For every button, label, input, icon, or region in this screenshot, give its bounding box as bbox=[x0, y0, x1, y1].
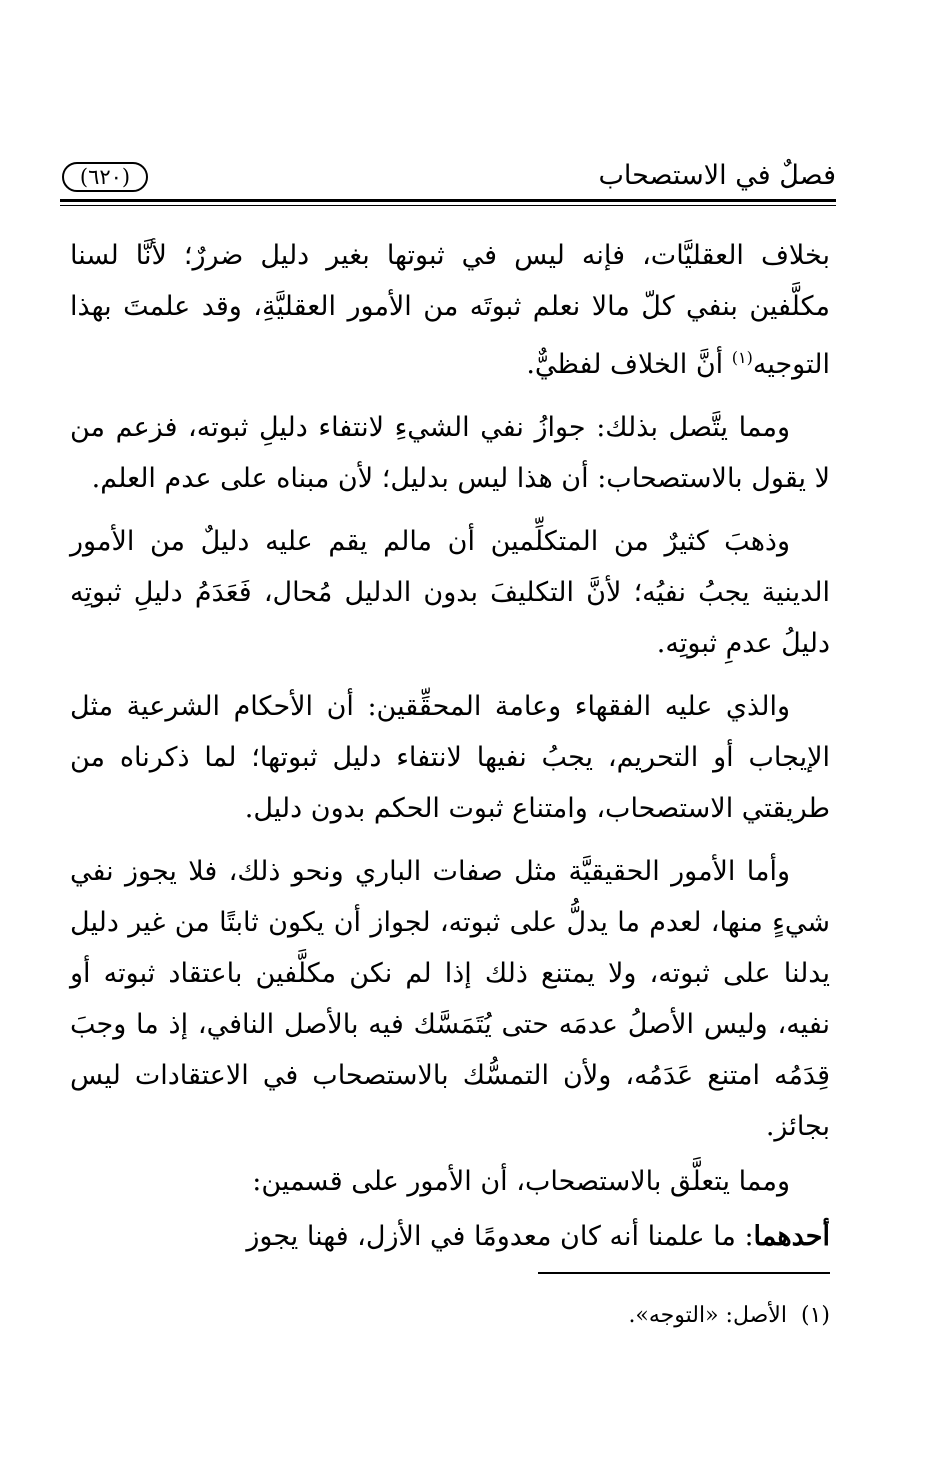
page-header bbox=[60, 158, 836, 194]
main-text bbox=[70, 230, 830, 1274]
paragraph-text: بخلاف العقليَّات، فإنه ليس في ثبوتها بغير دليل ضررٌ؛ لأنَّا لسنا مكلَّفين بنفي كلّ مالا نعلم ثبوتَه من الأمور العقليَّةِ، وقد علمتَ بهذا التوجيه bbox=[70, 240, 830, 380]
paragraph: وذهبَ كثيرٌ من المتكلِّمين أن مالم يقم عليه دليلٌ من الأمور الدينية يجبُ نفيُه؛ لأنَّ التكليفَ بدون الدليل مُحال، فَعَدَمُ دليلِ ثبوتِه دليلُ عدمِ ثبوتِه. bbox=[70, 526, 830, 659]
paragraph: ومما يتعلَّق بالاستصحاب، أن الأمور على قسمين: bbox=[252, 1166, 790, 1197]
paragraph bbox=[70, 1211, 830, 1262]
header-rule-thick bbox=[60, 199, 836, 202]
paragraph-text: أنَّ الخلاف لفظيٌّ. bbox=[526, 349, 732, 380]
footnote-reference: (١) bbox=[731, 348, 753, 367]
footnote-text: الأصل: «التوجه». bbox=[628, 1303, 787, 1328]
paragraph-text: : ما علمنا أنه كان معدومًا في الأزل، فهنا يجوز bbox=[246, 1221, 754, 1252]
paragraph: والذي عليه الفقهاء وعامة المحقِّقين: أن الأحكام الشرعية مثل الإيجاب أو التحريم، يجبُ نفيها لانتفاء دليل ثبوتها؛ لما ذكرناه من طريقتي الاستصحاب، وامتناع ثبوت الحكم بدون دليل. bbox=[70, 691, 830, 824]
paragraph: وأما الأمور الحقيقيَّة مثل صفات الباري ونحو ذلك، فلا يجوز نفي شيءٍ منها، لعدم ما يدلُّ على ثبوته، لجواز أن يكون ثابتًا من غير دليل يدلنا على ثبوته، ولا يمتنع ذلك إذا لم نكن مكلَّفين باعتقاد ثبوته أو نفيه، وليس الأصلُ عدمَه حتى يُتَمَسَّك فيه بالأصل النافي، إذ ما وجبَ قِدَمُه امتنع عَدَمُه، ولأن التمسُّك بالاستصحاب في الاعتقادات ليس بجائز. bbox=[70, 856, 830, 1142]
footnote-separator bbox=[538, 1272, 830, 1274]
paragraph bbox=[70, 230, 830, 390]
running-title: فصلٌ في الاستصحاب bbox=[598, 160, 836, 191]
footnote bbox=[330, 1300, 830, 1332]
footnote-marker: (١) bbox=[800, 1303, 830, 1328]
header-rule-thin bbox=[60, 205, 836, 206]
page-number: (٦٢٠) bbox=[62, 162, 148, 192]
bold-lead-word: أحدهما bbox=[753, 1221, 830, 1252]
paragraph: ومما يتَّصل بذلك: جوازُ نفي الشيءِ لانتفاء دليلِ ثبوته، فزعم من لا يقول بالاستصحاب: أن هذا ليس بدليل؛ لأن مبناه على عدم العلم. bbox=[70, 412, 830, 494]
